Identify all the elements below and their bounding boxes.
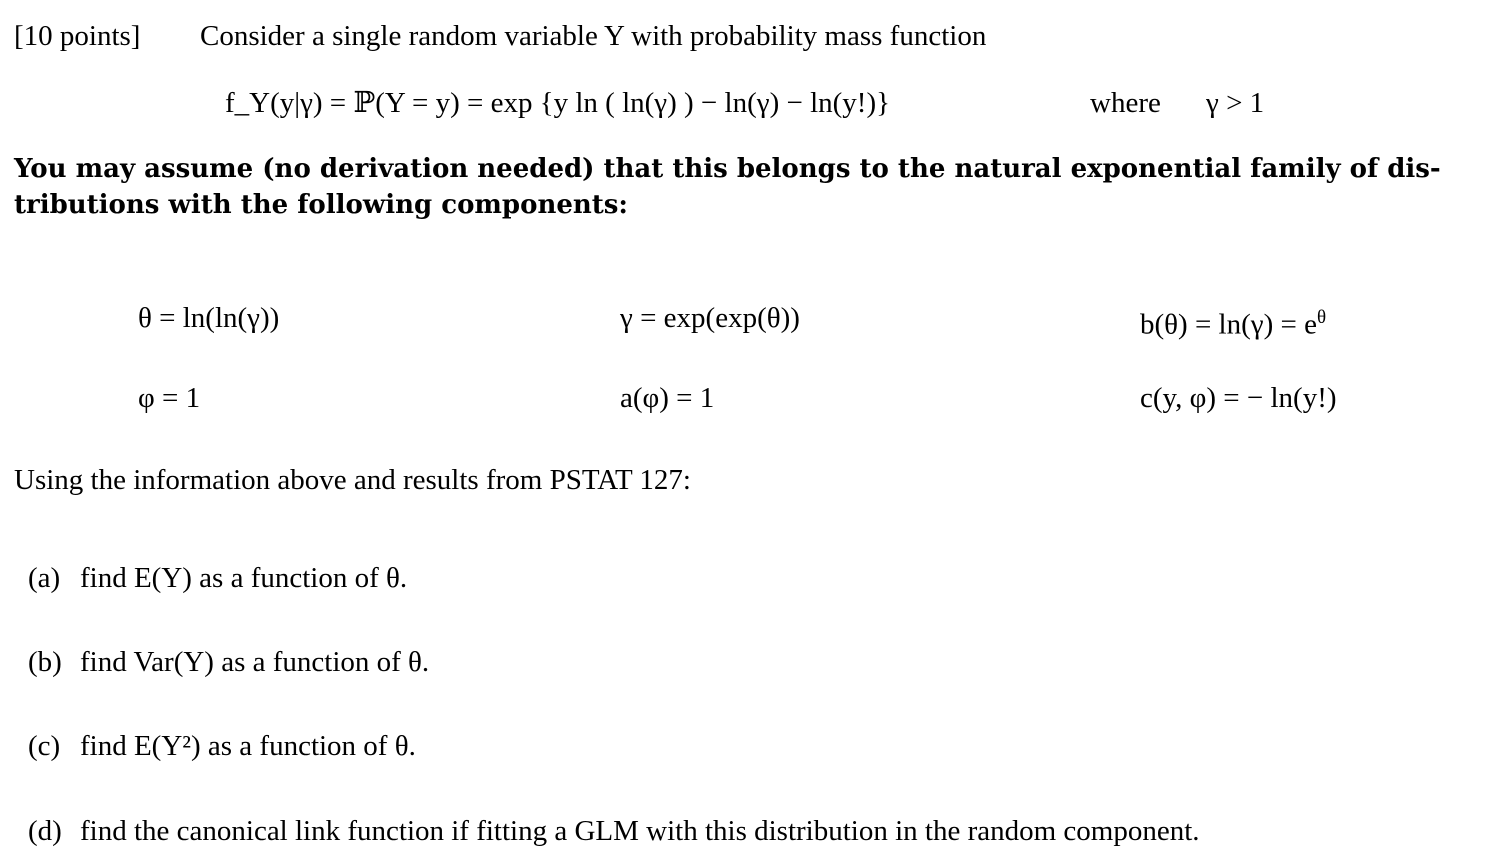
component-a: a(φ) = 1 [620, 382, 715, 414]
component-gamma: γ = exp(exp(θ)) [620, 302, 800, 334]
part-c [28, 728, 416, 764]
using-sentence: Using the information above and results from PSTAT 127: [14, 464, 691, 496]
part-b-label: (b) [28, 646, 62, 678]
part-c-label: (c) [28, 730, 61, 762]
component-phi: φ = 1 [138, 382, 201, 414]
part-b [28, 644, 429, 680]
assumption-line-1: You may assume (no derivation needed) that this belongs to the natural exponential family of dis- [14, 154, 1441, 184]
component-theta: θ = ln(ln(γ)) [138, 302, 280, 334]
component-b: $b(\theta) = \ln(\gamma) = e^\theta$ [1140, 307, 1327, 341]
where-word: where [1090, 87, 1161, 119]
part-b-text: find Var(Y) as a function of θ. [80, 646, 430, 678]
part-d-text: find the canonical link function if fitting a GLM with this distribution in the random component. [80, 815, 1200, 847]
points-label: [10 points] [14, 20, 141, 52]
part-c-text: find E(Y²) as a function of θ. [80, 730, 416, 762]
part-a [28, 560, 407, 596]
assumption-line-2: tributions with the following components: [14, 190, 629, 220]
pmf-equation: f_Y(y|γ) = ℙ(Y = y) = exp {y ln ( ln(γ) ) − ln(γ) − ln(y!)} [225, 87, 891, 119]
part-d-label: (d) [28, 815, 62, 847]
component-c: c(y, φ) = − ln(y!) [1140, 382, 1337, 414]
part-a-text: find E(Y) as a function of θ. [80, 562, 408, 594]
part-a-label: (a) [28, 562, 61, 594]
part-d [28, 813, 1200, 849]
intro-sentence: Consider a single random variable Y with probability mass function [200, 20, 987, 52]
gamma-condition: γ > 1 [1206, 87, 1265, 119]
